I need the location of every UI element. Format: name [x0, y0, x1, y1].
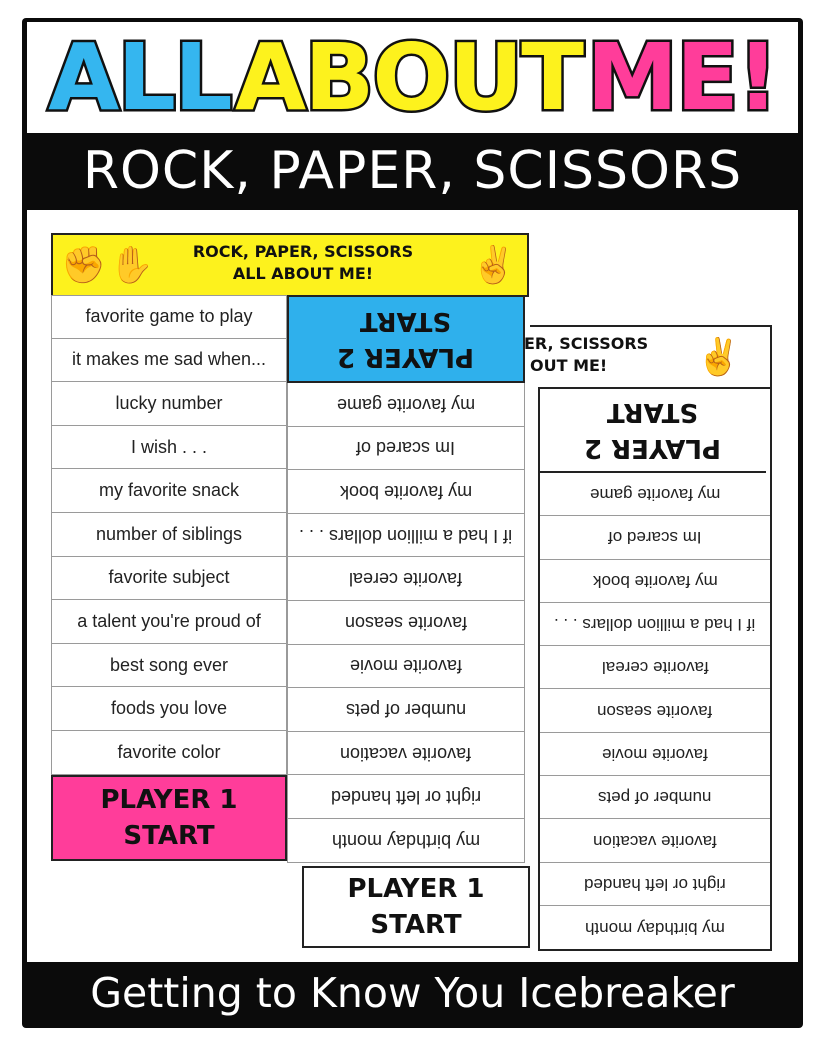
footer-caption: Getting to Know You Icebreaker — [90, 969, 735, 1017]
card-header-text — [153, 241, 453, 285]
list-item: favorite cereal — [287, 557, 525, 601]
scissors-hand-icon: ✌ — [696, 336, 741, 377]
list-item: number of pets — [540, 776, 770, 819]
list-item: favorite season — [540, 689, 770, 732]
list-item: number of pets — [287, 688, 525, 732]
list-item: I wish . . . — [51, 426, 287, 470]
subtitle: ROCK, PAPER, SCISSORS — [82, 141, 743, 201]
list-item: my favorite book — [287, 470, 525, 514]
player-1-start-block-folded — [302, 866, 530, 948]
start-label: START — [607, 397, 699, 427]
open-hand-icon: ✋ — [109, 244, 154, 285]
list-item: Im scared of — [540, 516, 770, 559]
list-item: best song ever — [51, 644, 287, 688]
scissors-hand-icon: ✌ — [471, 244, 516, 285]
list-item: right or left handed — [287, 775, 525, 819]
player-2-label: PLAYER 2 — [584, 433, 722, 463]
folded-strip — [538, 387, 772, 951]
left-prompt-column — [51, 295, 287, 775]
card-header-line2: ALL ABOUT ME! — [232, 264, 374, 283]
card-header-line1: ER, SCISSORS — [524, 334, 649, 353]
list-item: my birthday month — [287, 819, 525, 863]
card-header — [524, 325, 772, 387]
list-item: favorite vacation — [287, 732, 525, 776]
player-1-label: PLAYER 1 — [100, 785, 238, 815]
list-item: it makes me sad when... — [51, 339, 287, 383]
card-header-text — [524, 333, 674, 377]
player-1-start-block — [51, 775, 287, 861]
title-word-me: ME! — [586, 24, 777, 131]
list-item: foods you love — [51, 687, 287, 731]
list-item: my birthday month — [585, 918, 725, 938]
card-header-line2: OUT ME! — [530, 356, 608, 375]
left-game-card — [51, 233, 527, 861]
title-word-about: ABOUT — [235, 24, 583, 131]
list-item: number of siblings — [51, 513, 287, 557]
list-item: my favorite snack — [51, 469, 287, 513]
fist-hand-icon: ✊ — [61, 244, 106, 285]
list-item: if I had a million dollars . . . — [287, 514, 525, 558]
list-item: Im scared of — [287, 427, 525, 471]
title-word-all: ALL — [48, 24, 231, 131]
page-title — [27, 22, 798, 133]
list-item: my favorite game — [540, 473, 770, 516]
player-1-label: PLAYER 1 — [347, 874, 485, 904]
list-item: favorite season — [287, 601, 525, 645]
start-label: START — [360, 306, 452, 336]
start-label: START — [123, 821, 215, 851]
start-label: START — [370, 910, 462, 940]
player-2-start-block — [287, 295, 525, 383]
card-header-line1: ROCK, PAPER, SCISSORS — [192, 242, 414, 261]
right-folded-card — [524, 325, 772, 950]
list-item: favorite vacation — [540, 819, 770, 862]
player-2-start-block — [540, 389, 766, 473]
list-item: favorite color — [51, 731, 287, 775]
player-2-label: PLAYER 2 — [337, 342, 475, 372]
card-header — [51, 233, 529, 297]
list-item: favorite game to play — [51, 295, 287, 339]
list-item: my favorite book — [540, 560, 770, 603]
list-item: my favorite game — [287, 383, 525, 427]
list-item: a talent you're proud of — [51, 600, 287, 644]
list-item: lucky number — [51, 382, 287, 426]
list-item: favorite movie — [540, 733, 770, 776]
list-item: right or left handed — [540, 863, 770, 906]
list-item: favorite movie — [287, 645, 525, 689]
list-item: favorite cereal — [540, 646, 770, 689]
list-item: favorite subject — [51, 557, 287, 601]
list-item: if I had a million dollars . . . — [540, 603, 770, 646]
